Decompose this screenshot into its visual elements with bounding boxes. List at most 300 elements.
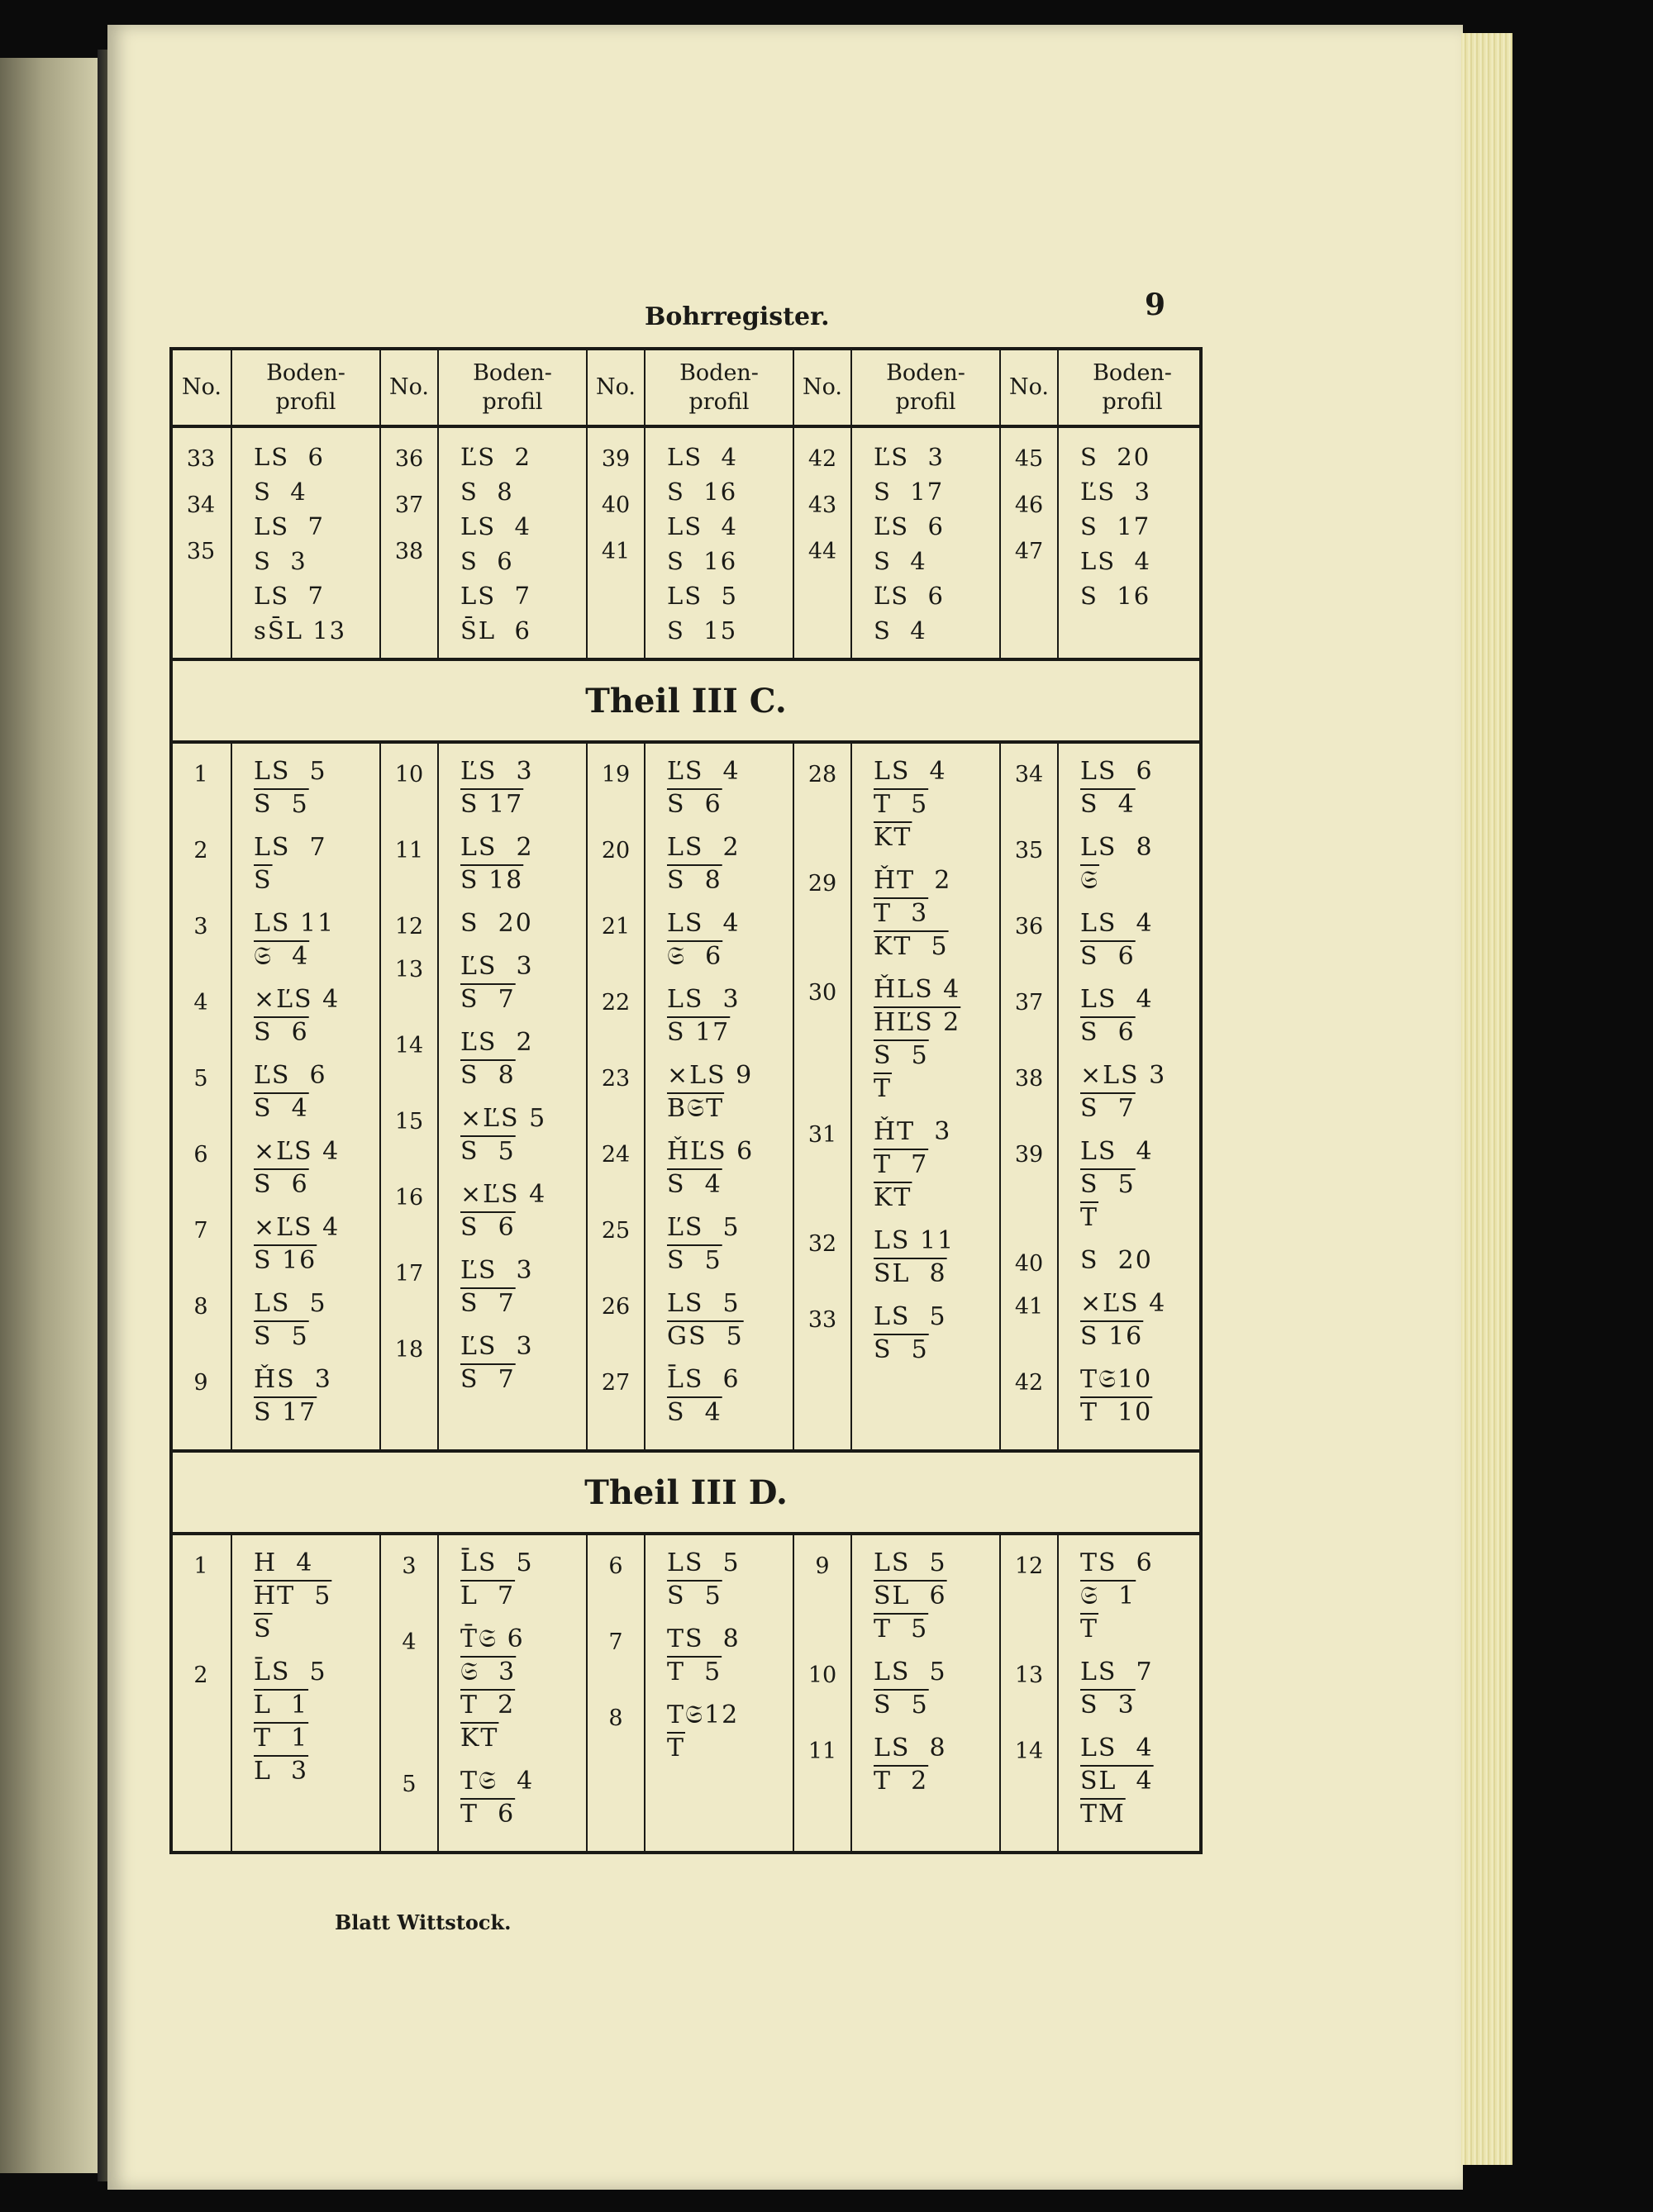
profile-line: ȞLS 4: [874, 975, 961, 1004]
soil-profile: [1080, 1135, 1206, 1239]
entry-number: 40: [601, 492, 631, 518]
entry-number: 6: [608, 1553, 623, 1579]
soil-profile: [1080, 1244, 1206, 1282]
no-column: [999, 744, 1057, 1449]
profile-line: S 3: [1080, 1691, 1136, 1720]
profile-line: S 5: [874, 1691, 929, 1720]
no-column: [173, 428, 231, 658]
profile-line: S 5: [254, 1322, 309, 1351]
entry-number: 14: [394, 1033, 424, 1058]
profile-line: ȞT 3: [874, 1117, 952, 1146]
profile-line: S 4: [874, 616, 927, 645]
profil-column: [1057, 1535, 1206, 1851]
profile-line: 𝔖: [1080, 866, 1100, 895]
page-number: 9: [1145, 288, 1166, 322]
section-c-title: Theil III C.: [585, 681, 787, 721]
profile-line: $\overline{T}$: [1080, 1615, 1099, 1644]
profil-column: [231, 428, 379, 658]
no-column: [379, 744, 437, 1449]
profile-line: HT 5: [254, 1582, 332, 1610]
profile-line: B𝔖T: [667, 1094, 725, 1123]
soil-profile: [460, 1330, 586, 1401]
soil-profile: [254, 1135, 379, 1206]
entry-number: 9: [193, 1370, 208, 1396]
profile-line: T 1: [254, 1724, 309, 1753]
profile-line: $\overline{T}$: [874, 1074, 893, 1103]
entry-number: 31: [807, 1122, 837, 1148]
profile-line: ĽS 6: [874, 512, 946, 540]
profile-line: T 3: [874, 899, 929, 928]
soil-profile: [460, 907, 586, 945]
soil-profile: [460, 1102, 586, 1173]
soil-profile: [1080, 831, 1206, 902]
profile-line: S 4: [254, 478, 307, 506]
entry-number: 34: [186, 492, 216, 518]
profile-line: SL 6: [874, 1582, 947, 1610]
profile-line: HĽS 2: [874, 1008, 961, 1037]
entry-number: 1: [193, 762, 208, 787]
entry-number: 47: [1014, 539, 1044, 564]
soil-profile: [1080, 1656, 1206, 1727]
profile-line: TS 8: [667, 1625, 741, 1653]
soil-profile: [667, 1699, 793, 1770]
entry-number: 20: [601, 838, 631, 863]
profile-line: S 6: [1080, 1018, 1136, 1047]
profile-line: LS 11: [254, 909, 336, 938]
profile-line: $\overline{T}$: [1080, 1203, 1099, 1232]
no-column: [586, 1535, 644, 1851]
entry-number: 5: [193, 1066, 208, 1092]
profile-line: $\overline{TM}$: [1080, 1800, 1126, 1829]
section-c-heading: [169, 658, 1203, 744]
profile-line: T 5: [874, 790, 929, 819]
section-d-heading: [169, 1449, 1203, 1535]
profile-line: LS 8: [874, 1734, 947, 1762]
soil-profile: [460, 1547, 586, 1618]
soil-profile: [667, 983, 793, 1054]
entry-number: 4: [193, 990, 208, 1016]
profile-line: LS 5: [667, 1289, 741, 1318]
soil-profile: [874, 1656, 999, 1727]
profile-line: LS 2: [667, 833, 741, 862]
no-column: [999, 428, 1057, 658]
col-header-no: No.: [586, 350, 644, 425]
profile-line: S 6: [667, 790, 722, 819]
profile-line: L 7: [460, 1582, 516, 1610]
entry-number: 35: [1014, 838, 1044, 863]
profile-line: LS 7: [254, 833, 327, 862]
profile-line: LS 4: [1080, 1734, 1154, 1762]
profile-line: S 20: [1080, 443, 1151, 471]
col-header-profil: Boden- profil: [644, 350, 793, 425]
soil-profile: [667, 907, 793, 978]
profile-line: ĽS 6: [254, 1061, 327, 1090]
profile-line: ×ĽS 5: [460, 1104, 547, 1133]
entry-number: 24: [601, 1142, 631, 1168]
soil-profile: [874, 864, 999, 968]
profile-line: ×LS 9: [667, 1061, 754, 1090]
profile-line: LS 4: [460, 512, 532, 540]
profile-line: 𝔖 6: [667, 942, 723, 971]
profile-line: KT 5: [874, 932, 949, 961]
soil-profile: [1080, 755, 1206, 826]
col-header-profil: Boden- profil: [1057, 350, 1206, 425]
entry-number: 11: [807, 1739, 837, 1764]
entry-number: 33: [186, 446, 216, 472]
col-header-profil: Boden- profil: [437, 350, 586, 425]
soil-profile: [254, 1363, 379, 1434]
soil-profile: [1080, 1363, 1206, 1434]
entry-number: 44: [807, 539, 837, 564]
soil-profile: [667, 1287, 793, 1358]
no-column: [586, 744, 644, 1449]
profil-column: [437, 1535, 586, 1851]
profile-line: S 6: [254, 1170, 309, 1199]
register-table: [169, 347, 1203, 1854]
entry-number: 15: [394, 1109, 424, 1135]
profil-column: [644, 744, 793, 1449]
profile-line: LS 4: [1080, 909, 1154, 938]
entry-number: 42: [807, 446, 837, 472]
soil-profile: [254, 983, 379, 1054]
entry-number: 35: [186, 539, 216, 564]
profile-line: T̄𝔖 6: [460, 1625, 525, 1653]
profile-line: LS 5: [667, 1548, 741, 1577]
entry-number: 30: [807, 980, 837, 1006]
no-column: [793, 1535, 850, 1851]
entry-number: 2: [193, 1663, 208, 1688]
profile-line: $\overline{T}$: [667, 1734, 686, 1762]
profile-line: S 8: [460, 1061, 516, 1090]
col-header-no: No.: [182, 374, 222, 401]
entry-number: 11: [394, 838, 424, 863]
entry-number: 38: [394, 539, 424, 564]
profile-line: LS 5: [874, 1302, 947, 1331]
profile-line: S 5: [667, 1246, 722, 1275]
soil-profile: [460, 950, 586, 1021]
running-title: Bohrregister.: [645, 302, 830, 331]
entry-number: 9: [815, 1553, 830, 1579]
profile-line: LS 5: [254, 1289, 327, 1318]
profil-column: [850, 744, 999, 1449]
entry-number: 21: [601, 914, 631, 940]
profile-line: GS 5: [667, 1322, 744, 1351]
profile-line: ȞĽS 6: [667, 1137, 755, 1166]
soil-profile: [667, 1363, 793, 1434]
profile-line: S 16: [1080, 582, 1151, 610]
profile-line: LS 4: [1080, 985, 1154, 1014]
profile-line: S 4: [667, 1398, 722, 1427]
profile-line: S 5: [460, 1137, 516, 1166]
entry-number: 3: [193, 914, 208, 940]
profile-line: S 4: [667, 1170, 722, 1199]
section-d-title: Theil III D.: [584, 1472, 788, 1512]
no-column: [379, 1535, 437, 1851]
entry-number: 22: [601, 990, 631, 1016]
no-column: [586, 428, 644, 658]
profile-line: 𝔖 3: [460, 1658, 517, 1686]
profile-line: LS 4: [667, 443, 739, 471]
entry-number: 28: [807, 762, 837, 787]
entry-number: 8: [193, 1294, 208, 1320]
entry-number: 36: [1014, 914, 1044, 940]
profile-line: S 5: [254, 790, 309, 819]
entry-number: 41: [601, 539, 631, 564]
profile-line: ×LS 3: [1080, 1061, 1167, 1090]
profile-line: LS 6: [1080, 757, 1154, 786]
no-column: [379, 428, 437, 658]
profile-line: ĽS 3: [874, 443, 946, 471]
profile-line: LS 7: [460, 582, 532, 610]
profile-line: S 15: [667, 616, 738, 645]
col-header-no: No.: [793, 350, 850, 425]
profile-line: L 1: [254, 1691, 309, 1720]
table-header: [173, 347, 1199, 428]
profile-line: ĽS 3: [460, 1256, 534, 1285]
profile-line: S 17: [254, 1398, 317, 1427]
profile-line: T 6: [460, 1800, 516, 1829]
entry-number: 14: [1014, 1739, 1044, 1764]
profile-line: S 8: [460, 478, 514, 506]
soil-profile: [460, 755, 586, 826]
soil-profile: [254, 1287, 379, 1358]
entry-number: 13: [394, 957, 424, 982]
profile-line: LS 4: [874, 757, 947, 786]
profile-line: S 17: [460, 790, 524, 819]
soil-profile: [460, 1026, 586, 1097]
profile-line: S 17: [667, 1018, 731, 1047]
entry-number: 46: [1014, 492, 1044, 518]
soil-profile: [460, 1623, 586, 1760]
entry-number: 4: [402, 1629, 417, 1655]
profile-line: ȞS 3: [254, 1365, 332, 1394]
entry-number: 39: [1014, 1142, 1044, 1168]
profile-line: ĽS 2: [460, 1028, 534, 1057]
profile-line: SL 8: [874, 1259, 947, 1288]
profile-line: ×ĽS 4: [254, 1137, 341, 1166]
profile-line: LS 11: [874, 1226, 955, 1255]
profile-line: ĽS 3: [1080, 478, 1152, 506]
profil-column: [850, 1535, 999, 1851]
entry-number: 36: [394, 446, 424, 472]
soil-profile: [460, 1254, 586, 1325]
profile-line: T𝔖12: [667, 1701, 740, 1729]
entry-number: 1: [193, 1553, 208, 1579]
table-bottom-rule: [169, 1851, 1203, 1854]
entry-number: 10: [807, 1663, 837, 1688]
profile-line: LS 5: [254, 757, 327, 786]
entry-number: 17: [394, 1261, 424, 1287]
profile-line: ĽS 6: [874, 582, 946, 610]
profile-line: $\overline{KT}$: [460, 1724, 499, 1753]
profile-line: L 3: [254, 1757, 309, 1786]
profil-column: [231, 744, 379, 1449]
soil-profile: [667, 1211, 793, 1282]
profile-line: LS 7: [254, 512, 326, 540]
entry-number: 6: [193, 1142, 208, 1168]
soil-profile: [1080, 983, 1206, 1054]
soil-profile: [874, 1301, 999, 1372]
soil-profile: [254, 1656, 379, 1793]
profil-column: [1057, 744, 1206, 1449]
entry-number: 43: [807, 492, 837, 518]
profile-line: S 7: [460, 1365, 516, 1394]
profile-line: ĽS 3: [460, 1332, 534, 1361]
soil-profile: [1080, 1732, 1206, 1836]
col-header-no: No.: [379, 350, 437, 425]
profile-line: sS̄L 13: [254, 616, 347, 645]
entry-number: 40: [1014, 1251, 1044, 1277]
profile-line: T 2: [874, 1767, 929, 1796]
profile-line: S 17: [1080, 512, 1151, 540]
profile-line: T 2: [460, 1691, 516, 1720]
section-top: [169, 347, 1203, 658]
entry-number: 3: [402, 1553, 417, 1579]
entry-number: 45: [1014, 446, 1044, 472]
profile-line: SL 4: [1080, 1767, 1154, 1796]
profile-line: TS 6: [1080, 1548, 1154, 1577]
entry-number: 5: [402, 1772, 417, 1797]
profile-line: S 6: [460, 1213, 516, 1242]
profile-line: ĽS 3: [460, 952, 534, 981]
entry-number: 37: [394, 492, 424, 518]
soil-profile: [254, 831, 379, 902]
no-column: [999, 1535, 1057, 1851]
profil-column: [1057, 428, 1206, 658]
soil-profile: [874, 755, 999, 859]
soil-profile: [874, 973, 999, 1111]
profile-line: ȞT 2: [874, 866, 952, 895]
profile-line: LS 4: [667, 909, 741, 938]
page-edges: [1461, 33, 1512, 2165]
profile-line: S 20: [1080, 1246, 1153, 1275]
entry-number: 13: [1014, 1663, 1044, 1688]
profile-line: ×ĽS 4: [1080, 1289, 1167, 1318]
profile-line: ×ĽS 4: [254, 1213, 341, 1242]
profile-line: T 5: [874, 1615, 929, 1644]
profil-column: [437, 428, 586, 658]
soil-profile: [1080, 1547, 1206, 1651]
profile-line: ĽS 2: [460, 443, 532, 471]
profile-line: LS 2: [460, 833, 534, 862]
profile-line: S 7: [1080, 1094, 1136, 1123]
col-header-profil: Boden- profil: [850, 350, 999, 425]
entry-number: 38: [1014, 1066, 1044, 1092]
profile-line: S 3: [254, 547, 307, 575]
profile-line: S 5: [874, 1335, 929, 1364]
profile-line: 𝔖 1: [1080, 1582, 1136, 1610]
entry-number: 16: [394, 1185, 424, 1211]
soil-profile: [667, 1059, 793, 1130]
profile-line: LS 6: [254, 443, 326, 471]
profile-line: ĽS 5: [667, 1213, 741, 1242]
footer-note: Blatt Wittstock.: [335, 1910, 512, 1934]
soil-profile: [667, 1623, 793, 1694]
profile-line: LS 4: [1080, 547, 1152, 575]
profile-line: S 5: [874, 1041, 929, 1070]
soil-profile: [1080, 907, 1206, 978]
profile-line: L̄S 5: [460, 1548, 534, 1577]
soil-profile: [874, 1225, 999, 1296]
profile-line: S 16: [1080, 1322, 1144, 1351]
soil-profile: [874, 1547, 999, 1651]
profile-line: T 7: [874, 1150, 929, 1179]
entry-number: 33: [807, 1307, 837, 1333]
section-top-grid: [173, 428, 1199, 658]
profile-line: $\overline{KT}$: [874, 1183, 912, 1212]
profile-line: S 7: [460, 985, 516, 1014]
no-column: [793, 428, 850, 658]
entry-number: 25: [601, 1218, 631, 1244]
profil-column: [231, 1535, 379, 1851]
profil-column: [850, 428, 999, 658]
no-column: [173, 744, 231, 1449]
entry-number: 23: [601, 1066, 631, 1092]
soil-profile: [460, 1765, 586, 1836]
profile-line: S 5: [667, 1582, 722, 1610]
profile-line: S 8: [667, 866, 722, 895]
profil-column: [644, 1535, 793, 1851]
section-d-grid: [173, 1535, 1199, 1851]
soil-profile: [460, 831, 586, 902]
soil-profile: [874, 1732, 999, 1803]
soil-profile: [254, 1547, 379, 1651]
profile-line: ĽS 4: [667, 757, 741, 786]
profile-line: S 4: [874, 547, 927, 575]
profile-line: T 10: [1080, 1398, 1153, 1427]
running-head: [107, 279, 1463, 329]
profile-line: LS 8: [1080, 833, 1154, 862]
profile-line: S 16: [667, 478, 738, 506]
entry-number: 26: [601, 1294, 631, 1320]
entry-number: 37: [1014, 990, 1044, 1016]
entry-number: 34: [1014, 762, 1044, 787]
entry-number: 41: [1014, 1294, 1044, 1320]
profile-line: $\overline{KT}$: [874, 823, 912, 852]
soil-profile: [874, 1116, 999, 1220]
entry-number: 10: [394, 762, 424, 787]
profile-line: S 5: [1080, 1170, 1136, 1199]
profile-line: $\overline{S}$: [254, 1615, 273, 1644]
section-c-grid: [173, 744, 1199, 1449]
profile-line: S̄L 6: [460, 616, 532, 645]
no-column: [173, 1535, 231, 1851]
profile-line: LS 7: [1080, 1658, 1154, 1686]
soil-profile: [254, 907, 379, 978]
profile-line: T𝔖 4: [460, 1767, 535, 1796]
soil-profile: [667, 831, 793, 902]
entry-number: 29: [807, 871, 837, 897]
profile-line: S 6: [460, 547, 514, 575]
soil-profile: [254, 1211, 379, 1282]
profile-line: LS 3: [667, 985, 741, 1014]
profile-line: ĽS 3: [460, 757, 534, 786]
no-column: [793, 744, 850, 1449]
entry-number: 8: [608, 1705, 623, 1731]
profile-line: ×ĽS 4: [460, 1180, 547, 1209]
col-header-no: No.: [999, 350, 1057, 425]
profile-line: T𝔖10: [1080, 1365, 1153, 1394]
profile-line: LS 7: [254, 582, 326, 610]
profile-line: LS 5: [667, 582, 739, 610]
entry-number: 32: [807, 1231, 837, 1257]
soil-profile: [1080, 1287, 1206, 1358]
entry-number: 12: [394, 914, 424, 940]
entry-number: 7: [608, 1629, 623, 1655]
profile-line: ×ĽS 4: [254, 985, 341, 1014]
profile-line: S 7: [460, 1289, 516, 1318]
facing-page: [0, 58, 107, 2173]
